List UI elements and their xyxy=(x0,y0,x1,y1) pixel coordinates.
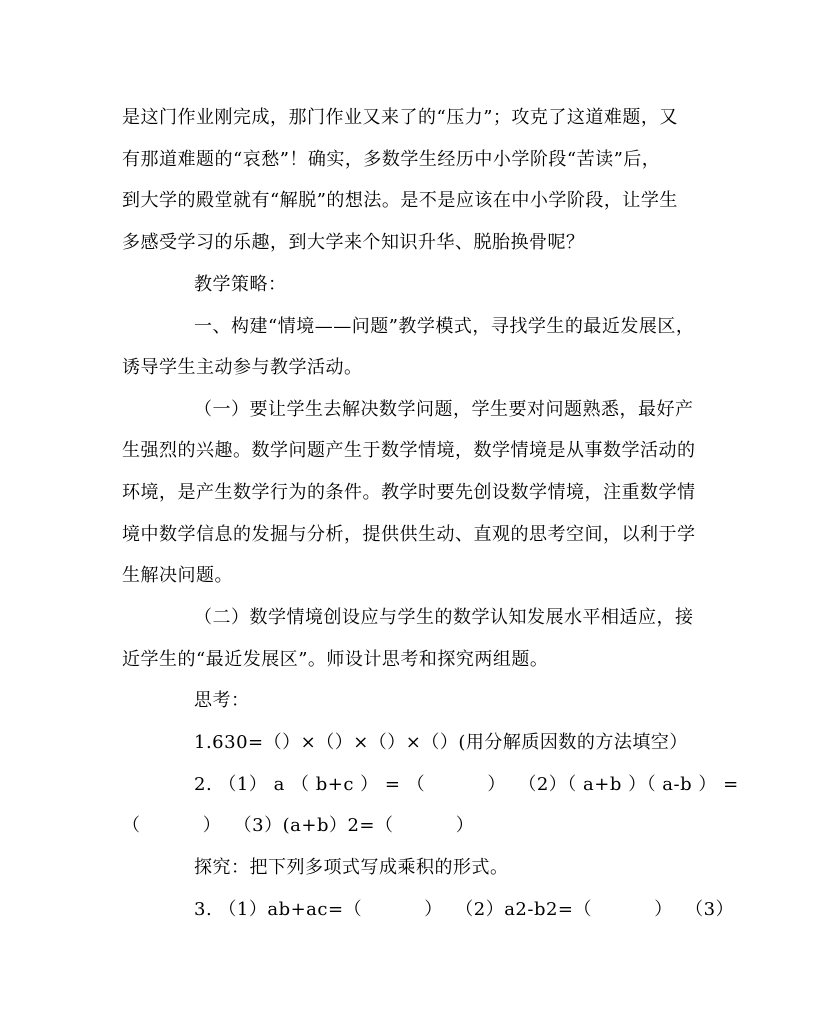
paragraph-line: （一）要让学生去解决数学问题，学生要对问题熟悉，最好产 xyxy=(194,399,694,420)
paragraph-line: 多感受学习的乐趣，到大学来个知识升华、脱胎换骨呢？ xyxy=(122,232,585,253)
section-heading: 探究：把下列多项式写成乘积的形式。 xyxy=(194,857,509,878)
paragraph-line: 环境，是产生数学行为的条件。教学时要先创设数学情境，注重数学情 xyxy=(122,482,696,503)
section-heading: 教学策略： xyxy=(194,274,287,295)
exercise-line: （ ） （3）(a+b）2=（ ） xyxy=(122,815,475,836)
paragraph-line: 生解决问题。 xyxy=(122,565,233,586)
exercise-line: 1.630=（）×（）×（）×（）(用分解质因数的方法填空） xyxy=(194,732,688,753)
section-heading: 思考： xyxy=(194,690,250,711)
paragraph-line: 是这门作业刚完成，那门作业又来了的“压力”；攻克了这道难题，又 xyxy=(122,107,678,128)
paragraph-line: 一、构建“情境——问题”教学模式，寻找学生的最近发展区， xyxy=(194,316,695,337)
paragraph-line: 生强烈的兴趣。数学问题产生于数学情境，数学情境是从事数学活动的 xyxy=(122,440,696,461)
paragraph-line: 有那道难题的“哀愁”！确实，多数学生经历中小学阶段“苦读”后， xyxy=(122,149,661,170)
paragraph-line: 境中数学信息的发掘与分析，提供供生动、直观的思考空间，以利于学 xyxy=(122,524,696,545)
paragraph-line: 近学生的“最近发展区”。师设计思考和探究两组题。 xyxy=(122,649,549,670)
paragraph-line: 诱导学生主动参与教学活动。 xyxy=(122,357,363,378)
paragraph-line: 到大学的殿堂就有“解脱”的想法。是不是应该在中小学阶段，让学生 xyxy=(122,190,678,211)
exercise-line: 2. （1） a （ b+c ） = （ ） （2）（ a+b ）（ a-b ） = xyxy=(194,774,739,795)
exercise-line: 3. （1）ab+ac=（ ） （2）a2-b2=（ ） （3） xyxy=(194,899,735,920)
paragraph-line: （二）数学情境创设应与学生的数学认知发展水平相适应，接 xyxy=(194,607,694,628)
